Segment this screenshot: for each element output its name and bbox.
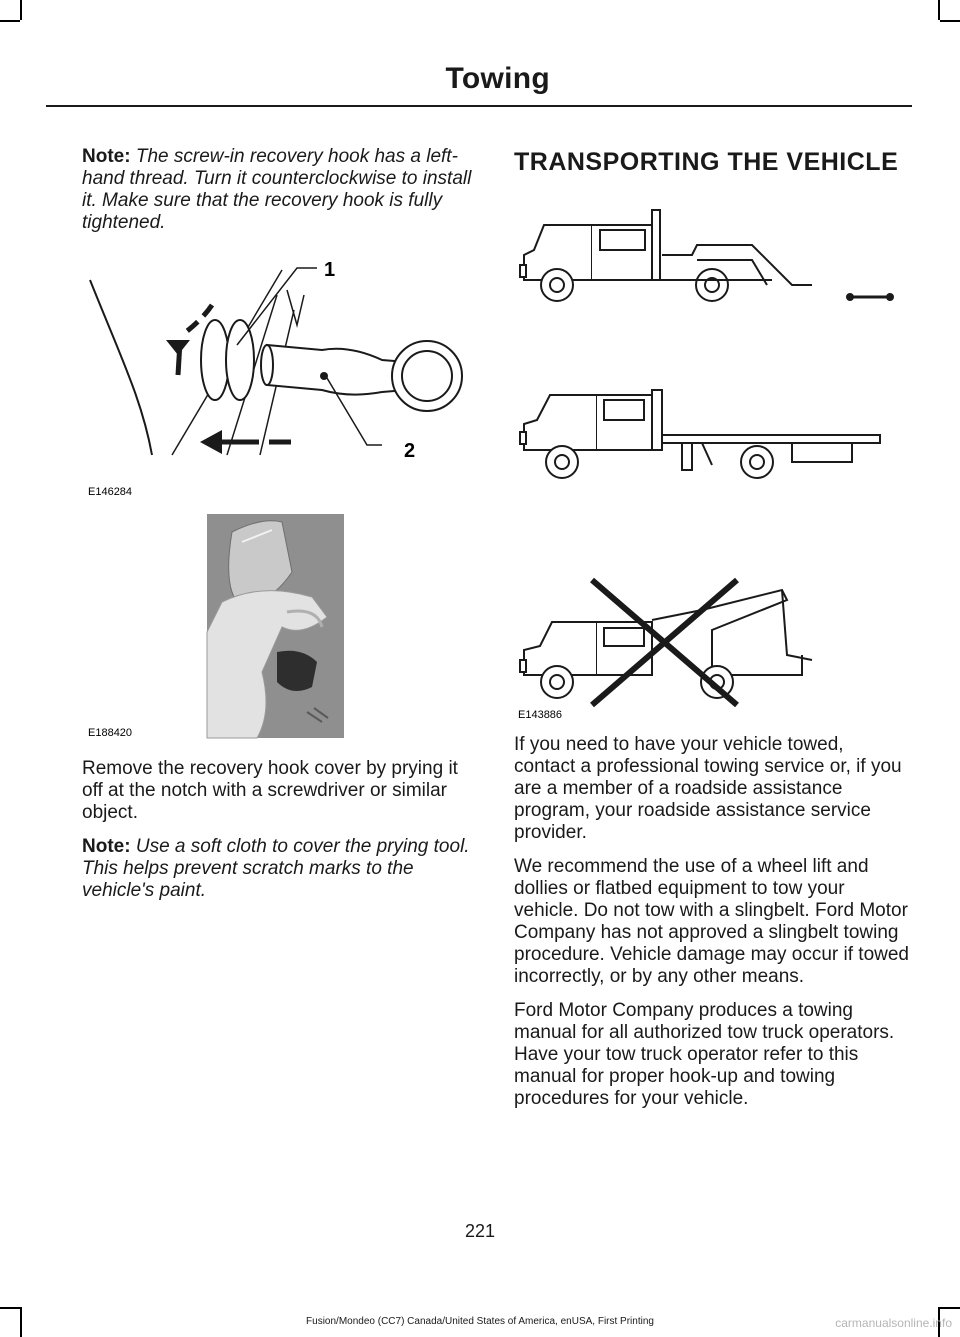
paragraph: If you need to have your vehicle towed, contact a professional towing service or, if you are a member of a roadside assistance program, your roadside assistance service provider. [514, 734, 902, 843]
crop-mark [940, 20, 960, 22]
figure-code: E143886 [518, 709, 563, 720]
callout-1: 1 [324, 259, 336, 281]
page-header-title: Towing [445, 62, 550, 95]
watermark-text: carmanualsonline.info [835, 1316, 952, 1330]
flatbed-truck-illustration [520, 390, 880, 478]
paragraph: Remove the recovery hook cover by prying it off at the notch with a screwdriver or similar object. [82, 758, 458, 823]
wheel-lift-truck-illustration [520, 210, 893, 301]
paragraph: Ford Motor Company produces a towing manual for all authorized tow truck operators. Have your tow truck operator refer to this manual for proper hook-up and towing procedures for your vehicle. [514, 1000, 895, 1109]
recovery-hook-diagram [82, 250, 482, 500]
tow-truck-diagram [512, 200, 912, 720]
crop-mark [0, 1307, 20, 1309]
right-column-text [514, 734, 910, 1122]
note-soft-cloth [82, 836, 476, 902]
note-text: Use a soft cloth to cover the prying tool. This helps prevent scratch marks to the vehicle's paint. [82, 836, 470, 901]
crop-mark [940, 1307, 960, 1309]
note-recovery-hook [82, 146, 476, 234]
crop-mark [20, 0, 22, 20]
page-number: 221 [464, 1221, 496, 1241]
paragraph: We recommend the use of a wheel lift and dollies or flatbed equipment to tow your vehicle. Do not tow with a slingbelt. Ford Motor Company has not approved a slingbelt towing procedure. Vehicle damage may occur if towed incorrectly, or by any other means. [514, 856, 909, 987]
callout-2: 2 [404, 440, 416, 462]
crop-mark [0, 20, 20, 22]
crop-mark [938, 0, 940, 20]
note-text: The screw-in recovery hook has a left-hand thread. Turn it counterclockwise to install it. Make sure that the recovery hook is fully tightened. [82, 146, 472, 233]
left-column-top [82, 146, 476, 246]
figure-code: E188420 [88, 727, 133, 739]
section-title: TRANSPORTING THE VEHICLE [514, 148, 899, 176]
note-label: Note: [82, 146, 131, 167]
hook-cover-photo [82, 512, 346, 740]
header-divider [46, 105, 912, 107]
note-label: Note: [82, 836, 131, 857]
figure-code: E146284 [88, 486, 133, 498]
edition-footer: Fusion/Mondeo (CC7) Canada/United States of America, enUSA, First Printing [306, 1316, 654, 1327]
left-column-bottom [82, 758, 476, 914]
